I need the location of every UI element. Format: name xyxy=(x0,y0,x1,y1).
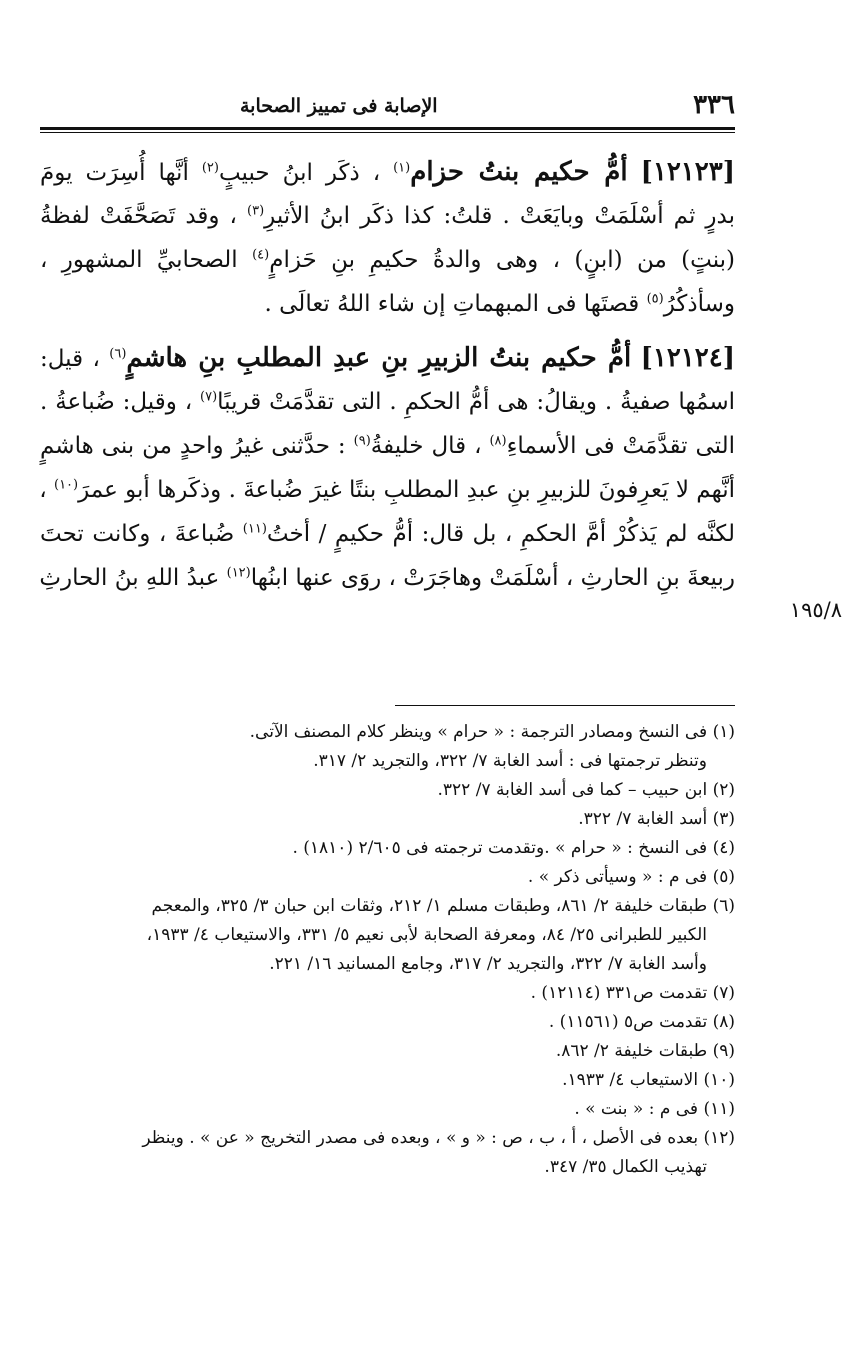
text-segment: ، قال خليفةُ xyxy=(370,433,482,459)
text-segment: ، وقيل: ضُباعةُ . xyxy=(40,389,193,415)
text-segment: أنَّها أُسِرَت يومَ xyxy=(40,160,189,186)
page-header xyxy=(40,78,735,118)
footnote-ref: (١٠) xyxy=(54,477,79,493)
text-segment: ربيعةَ بنِ الحارثِ ، أسْلَمَتْ وهاجَرَتْ ، روَى عنها ابنُها xyxy=(250,565,735,591)
text-segment: ، ذكَر ابنُ حبيبٍ xyxy=(218,160,381,186)
text-segment: اسمُها صفيةُ . ويقالُ: هى أمُّ الحكمِ . التى تقدَّمَتْ قريبًا xyxy=(217,389,735,415)
text-line xyxy=(40,238,735,282)
footnote-ref: (٣) xyxy=(247,203,265,219)
footnote-ref: (٢) xyxy=(201,160,219,176)
text-segment: ، xyxy=(39,477,47,503)
text-line xyxy=(40,150,735,194)
footnote-line: (٣) أسد الغابة ٧/ ٣٢٢. xyxy=(578,809,735,829)
footnote-line: (٩) طبقات خليفة ٢/ ٨٦٢. xyxy=(555,1041,735,1061)
footnote-line: تهذيب الكمال ٣٥/ ٣٤٧. xyxy=(544,1157,707,1177)
text-segment: أنَّهم لا يَعرِفونَ للزبيرِ بنِ عبدِ المطلبِ بنتًا غيرَ ضُباعةَ . وذكَرها أبو عمرَ xyxy=(78,477,735,503)
text-line xyxy=(40,336,735,380)
text-segment: (بنتٍ) من (ابنٍ) ، وهى والدةُ حكيمِ بنِ حَزامٍ xyxy=(269,247,736,273)
footnote-ref: (١٢) xyxy=(226,565,251,581)
footnote-ref: (١) xyxy=(393,160,411,176)
entry-number: [١٢١٢٤] xyxy=(640,343,736,373)
footnote-line: وتنظر ترجمتها فى : أسد الغابة ٧/ ٣٢٢، والتجريد ٢/ ٣١٧. xyxy=(313,751,707,771)
footnote-line: (٤) فى النسخ : « حرام » .وتقدمت ترجمته فى ٢/٦٠٥ (١٨١٠) . xyxy=(292,838,735,858)
text-segment: عبدُ اللهِ بنُ الحارثِ xyxy=(39,565,220,591)
margin-reference: ١٩٥/٨ xyxy=(789,598,842,622)
text-line xyxy=(40,468,735,512)
entry-name: أمُّ حكيم بنتُ الزبيرِ بنِ عبدِ المطلبِ بنِ هاشمٍ xyxy=(126,343,632,373)
main-text xyxy=(40,150,735,600)
footnote-line: (١٠) الاستيعاب ٤/ ١٩٣٣. xyxy=(562,1070,735,1090)
text-line xyxy=(40,282,735,326)
entry-number: [١٢١٢٣] xyxy=(640,157,736,187)
running-title: الإصابة فى تمييز الصحابة xyxy=(240,95,438,117)
footnote-line: (٨) تقدمت ص٥ (١١٥٦١) . xyxy=(548,1012,735,1032)
footnote-ref: (٨) xyxy=(489,433,507,449)
footnote-line: (١٢) بعده فى الأصل ، أ ، ب ، ص : « و » ، وبعده فى مصدر التخريج « عن » . وينظر xyxy=(142,1128,735,1148)
footnote-rule xyxy=(395,705,735,706)
footnote-ref: (٤) xyxy=(252,247,270,263)
text-line xyxy=(40,512,735,556)
text-segment: الصحابيِّ المشهورِ ، xyxy=(40,247,238,273)
footnote-ref: (١١) xyxy=(242,521,267,537)
text-segment: قصتَها فى المبهماتِ إن شاء اللهُ تعالَى . xyxy=(264,291,640,317)
footnote-line: (٥) فى م : « وسيأتى ذكر » . xyxy=(527,867,735,887)
footnote-line: وأسد الغابة ٧/ ٣٢٢، والتجريد ٢/ ٣١٧، وجامع المسانيد ١٦/ ٢٢١. xyxy=(269,954,707,974)
header-rule xyxy=(40,127,735,133)
text-line xyxy=(40,424,735,468)
footnote-ref: (٧) xyxy=(200,389,218,405)
footnote-line: الكبير للطبرانى ٢٥/ ٨٤، ومعرفة الصحابة لأبى نعيم ٥/ ٣٣١، والاستيعاب ٤/ ١٩٣٣، xyxy=(146,925,707,945)
text-segment: وسأذكُرُ xyxy=(663,291,735,317)
footnote-line: (٢) ابن حبيب – كما فى أسد الغابة ٧/ ٣٢٢. xyxy=(437,780,735,800)
text-segment: ، قيل: xyxy=(40,346,100,372)
text-segment: التى تقدَّمَتْ فى الأسماءِ xyxy=(506,433,735,459)
text-segment: : حدَّثنى غيرُ واحدٍ من بنى هاشمٍ xyxy=(40,433,346,459)
entry-name: أمُّ حكيم بنتُ حزام xyxy=(410,157,628,187)
footnote-line: (٧) تقدمت ص٣٣١ (١٢١١٤) . xyxy=(530,983,735,1003)
text-segment: بدرٍ ثم أسْلَمَتْ وبايَعَتْ . قلتُ: كذا ذكَر ابنُ الأثيرِ xyxy=(264,203,735,229)
footnote-line: (١١) فى م : « بنت » . xyxy=(574,1099,735,1119)
footnotes xyxy=(30,718,735,1182)
footnote-line: (٦) طبقات خليفة ٢/ ٨٦١، وطبقات مسلم ١/ ٢١٢، وثقات ابن حبان ٣/ ٣٢٥، والمعجم xyxy=(151,896,735,916)
text-segment: ، وقد تَصَحَّفَتْ لفظةُ xyxy=(40,203,237,229)
text-line xyxy=(40,380,735,424)
footnote-ref: (٦) xyxy=(109,346,127,362)
text-segment: لكنَّه لم يَذكُرْ أمَّ الحكمِ ، بل قال: أمُّ حكيمٍ / أختُ xyxy=(266,521,735,547)
footnote-ref: (٥) xyxy=(646,291,664,307)
footnote-line: (١) فى النسخ ومصادر الترجمة : « حرام » وينظر كلام المصنف الآتى. xyxy=(249,722,735,742)
page-number: ٣٣٦ xyxy=(693,90,735,120)
footnote-ref: (٩) xyxy=(353,433,371,449)
text-line xyxy=(40,194,735,238)
entry-gap xyxy=(40,326,735,336)
text-line xyxy=(40,556,735,600)
text-segment: ضُباعةَ ، وكانت تحتَ xyxy=(40,521,235,547)
